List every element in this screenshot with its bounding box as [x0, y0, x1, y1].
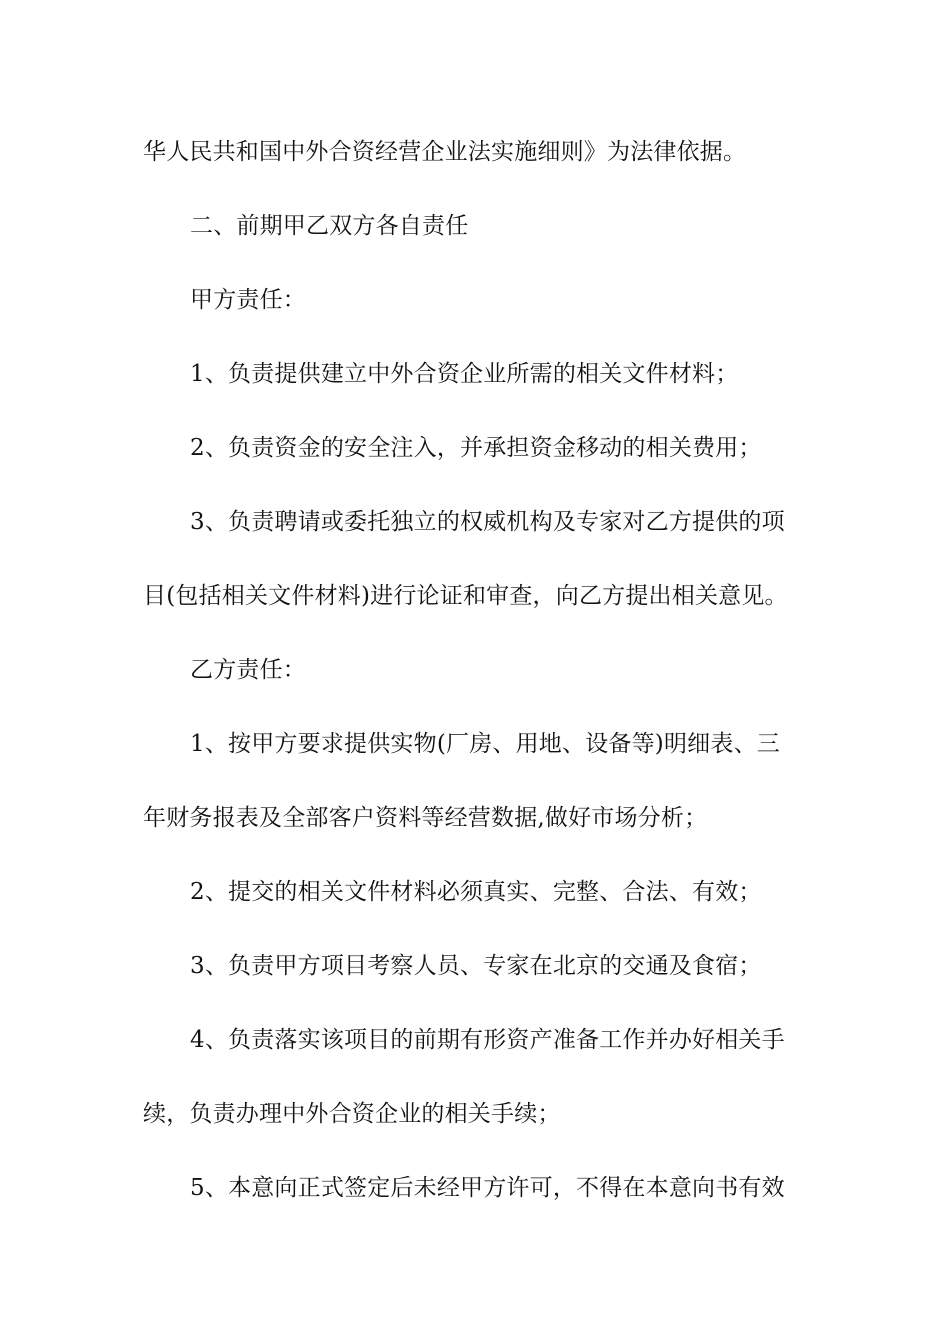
- party-b-item-4-line-2: 续，负责办理中外合资企业的相关手续；: [143, 1101, 561, 1127]
- party-b-item-1-line-1: 1、按甲方要求提供实物(厂房、用地、设备等)明细表、三: [190, 731, 780, 757]
- party-b-heading: 乙方责任：: [190, 657, 306, 683]
- party-a-item-1: 1、负责提供建立中外合资企业所需的相关文件材料；: [190, 361, 739, 387]
- party-b-item-3: 3、负责甲方项目考察人员、专家在北京的交通及食宿；: [190, 953, 762, 979]
- party-a-heading: 甲方责任：: [190, 287, 306, 313]
- party-a-item-3-line-1: 3、负责聘请或委托独立的权威机构及专家对乙方提供的项: [190, 509, 785, 535]
- party-a-item-3-line-2: 目(包括相关文件材料)进行论证和审查，向乙方提出相关意见。: [143, 583, 788, 609]
- party-b-item-2: 2、提交的相关文件材料必须真实、完整、合法、有效；: [190, 879, 762, 905]
- party-b-item-5-line-1: 5、本意向正式签定后未经甲方许可，不得在本意向书有效: [190, 1175, 785, 1201]
- party-b-item-4-line-1: 4、负责落实该项目的前期有形资产准备工作并办好相关手: [190, 1027, 785, 1053]
- paragraph-line-1: 华人民共和国中外合资经营企业法实施细则》为法律依据。: [143, 139, 747, 165]
- section-heading: 二、前期甲乙双方各自责任: [190, 213, 469, 239]
- party-b-item-1-line-2: 年财务报表及全部客户资料等经营数据,做好市场分析；: [143, 805, 708, 831]
- party-a-item-2: 2、负责资金的安全注入，并承担资金移动的相关费用；: [190, 435, 762, 461]
